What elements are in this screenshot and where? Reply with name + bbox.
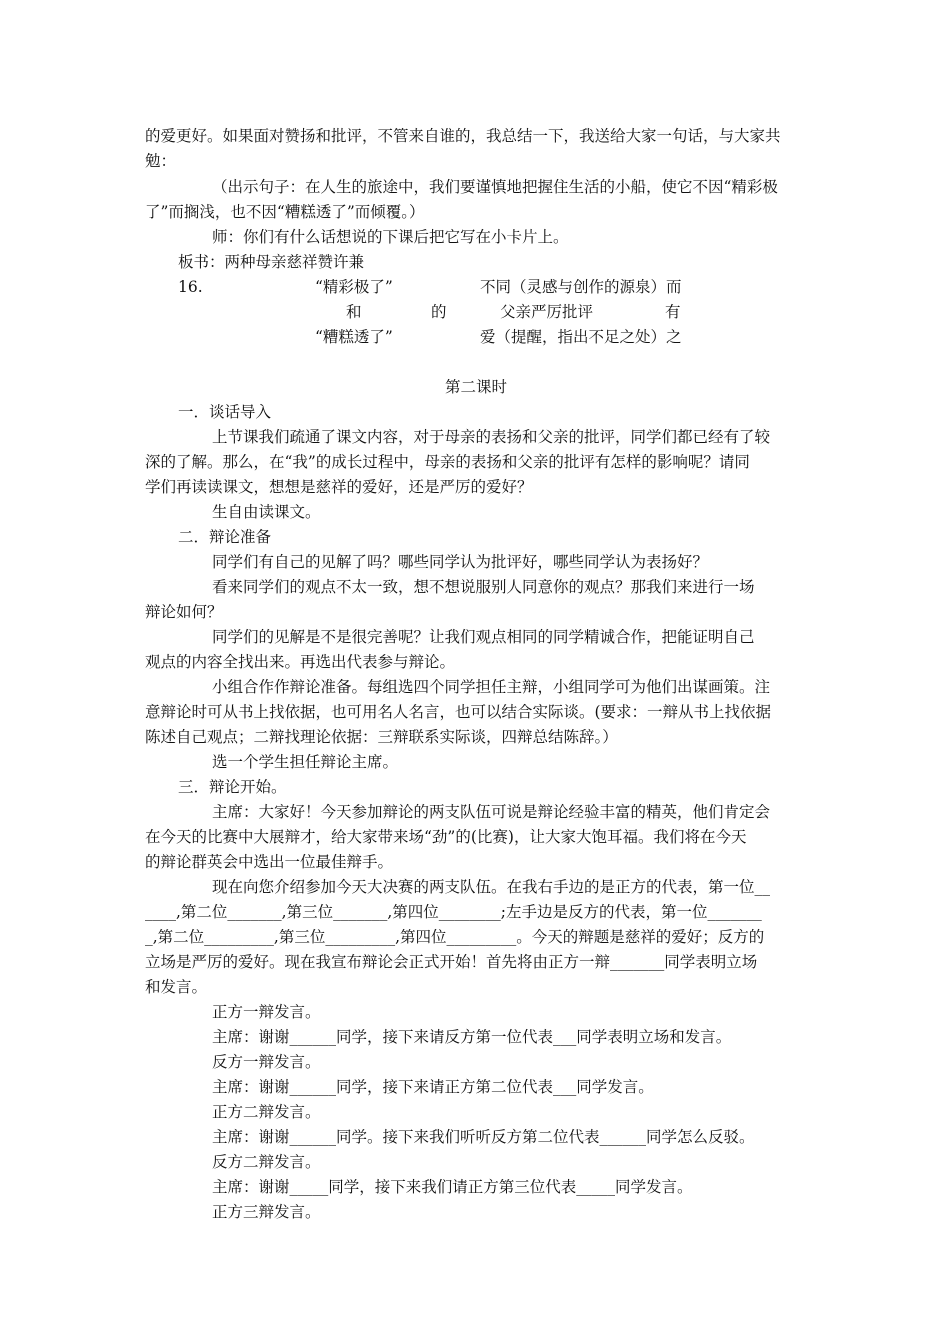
text-line: 主席：谢谢______同学，接下来请正方第二位代表___同学发言。 xyxy=(212,1078,654,1096)
text-line: 主席：谢谢_____同学，接下来我们请正方第三位代表_____同学发言。 xyxy=(212,1178,693,1196)
board-text: 爱（提醒，指出不足之处）之 xyxy=(480,328,682,346)
text-line: 了”而搁浅，也不因“糟糕透了”而倾覆。） xyxy=(145,203,425,221)
text-line: 主席：大家好！今天参加辩论的两支队伍可说是辩论经验丰富的精英，他们肯定会 xyxy=(212,803,771,821)
board-number: 16. xyxy=(178,278,203,296)
text-line: _,第二位_________,第三位_________,第四位_________。今天的辩题是慈祥的爱好；反方的 xyxy=(145,928,765,946)
text-line: 陈述自己观点；二辩找理论依据：三辩联系实际谈，四辩总结陈辞。） xyxy=(145,728,618,746)
board-heading: 板书：两种母亲慈祥赞许兼 xyxy=(178,253,365,271)
text-line: 现在向您介绍参加今天大决赛的两支队伍。在我右手边的是正方的代表，第一位__ xyxy=(212,878,771,896)
text-line: 反方二辩发言。 xyxy=(212,1153,321,1171)
text-line: 在今天的比赛中大展辩才，给大家带来场“劲”的(比赛)，让大家大饱耳福。我们将在今天 xyxy=(145,828,747,846)
text-line: 主席：谢谢______同学。接下来我们听听反方第二位代表______同学怎么反驳。 xyxy=(212,1128,755,1146)
board-text: “糟糕透了” xyxy=(315,328,393,346)
text-line: 上节课我们疏通了课文内容，对于母亲的表扬和父亲的批评，同学们都已经有了较 xyxy=(212,428,771,446)
board-text: 有 xyxy=(665,303,681,321)
text-line: 师：你们有什么话想说的下课后把它写在小卡片上。 xyxy=(212,228,569,246)
board-text: 的 xyxy=(431,303,447,321)
text-line: 深的了解。那么，在“我”的成长过程中，母亲的表扬和父亲的批评有怎样的影响呢？请同 xyxy=(145,453,750,471)
board-text: 父亲严厉批评 xyxy=(500,303,594,321)
text-line: （出示句子：在人生的旅途中，我们要谨慎地把握住生活的小船，使它不因“精彩极 xyxy=(212,178,778,196)
text-line: 正方二辩发言。 xyxy=(212,1103,321,1121)
section-heading: 一．谈话导入 xyxy=(178,403,272,421)
text-line: 反方一辩发言。 xyxy=(212,1053,321,1071)
section-heading: 三．辩论开始。 xyxy=(178,778,287,796)
text-line: 立场是严厉的爱好。现在我宣布辩论会正式开始！首先将由正方一辩_______同学表明立场 xyxy=(145,953,758,971)
text-line: 正方三辩发言。 xyxy=(212,1203,321,1221)
text-line: 的辩论群英会中选出一位最佳辩手。 xyxy=(145,853,394,871)
text-line: 同学们有自己的见解了吗？哪些同学认为批评好，哪些同学认为表扬好？ xyxy=(212,553,709,571)
text-line: 学们再读读课文，想想是慈祥的爱好，还是严厉的爱好？ xyxy=(145,478,533,496)
text-line: 生自由读课文。 xyxy=(212,503,321,521)
section-heading: 二．辩论准备 xyxy=(178,528,272,546)
text-line: 辩论如何？ xyxy=(145,603,223,621)
text-line: 同学们的见解是不是很完善呢？让我们观点相同的同学精诚合作，把能证明自己 xyxy=(212,628,755,646)
text-line: 意辩论时可从书上找依据，也可用名人名言，也可以结合实际谈。(要求：一辩从书上找依据 xyxy=(145,703,772,721)
text-line: 和发言。 xyxy=(145,978,208,996)
text-line: 正方一辩发言。 xyxy=(212,1003,321,1021)
board-text: “精彩极了” xyxy=(315,278,393,296)
text-line: 主席：谢谢______同学，接下来请反方第一位代表___同学表明立场和发言。 xyxy=(212,1028,732,1046)
text-line: ____,第二位_______,第三位_______,第四位________;左手边是反方的代表，第一位_______ xyxy=(145,903,762,921)
text-line: 选一个学生担任辩论主席。 xyxy=(212,753,399,771)
text-line: 勉： xyxy=(145,152,177,170)
section-title: 第二课时 xyxy=(444,378,507,396)
board-text: 和 xyxy=(346,303,362,321)
text-line: 看来同学们的观点不太一致，想不想说服别人同意你的观点？那我们来进行一场 xyxy=(212,578,755,596)
text-line: 小组合作作辩论准备。每组选四个同学担任主辩，小组同学可为他们出谋画策。注 xyxy=(212,678,771,696)
board-text: 不同（灵感与创作的源泉）而 xyxy=(480,278,682,296)
text-line: 的爱更好。如果面对赞扬和批评，不管来自谁的，我总结一下，我送给大家一句话，与大家共 xyxy=(145,127,781,145)
text-line: 观点的内容全找出来。再选出代表参与辩论。 xyxy=(145,653,456,671)
